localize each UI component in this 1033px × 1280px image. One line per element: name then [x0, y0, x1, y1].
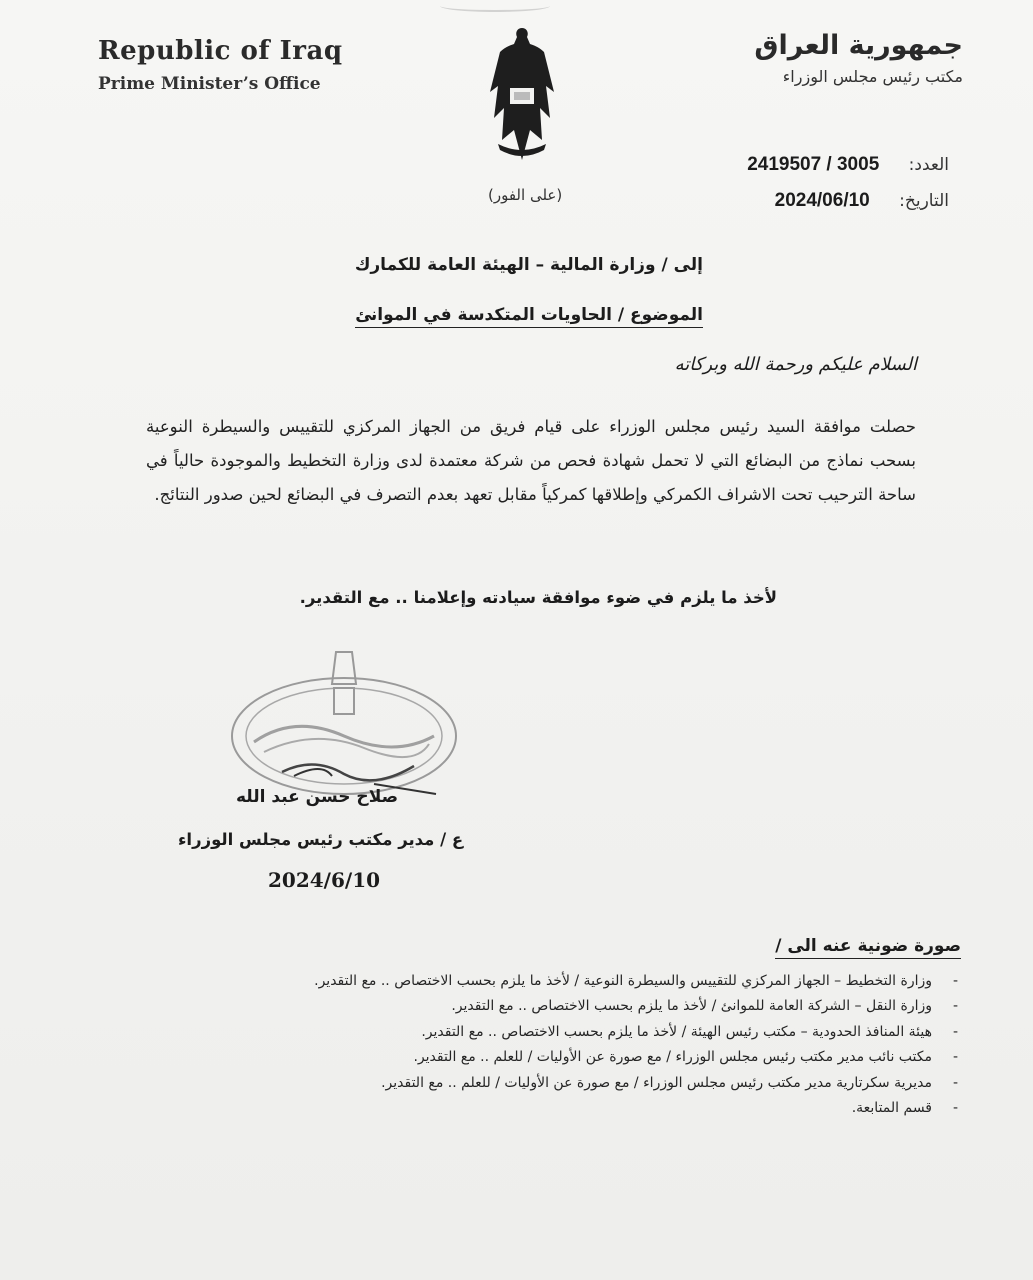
letter-date-value: 2024/06/10: [774, 190, 870, 211]
reference-number: [747, 154, 949, 176]
letter-date: [775, 190, 949, 212]
cc-item: - مديرية سكرتارية مدير مكتب رئيس مجلس الوزراء / مع صورة عن الأوليات / للعلم .. مع التقدير.: [200, 1072, 960, 1094]
cc-item: - وزارة التخطيط – الجهاز المركزي للتقييس والسيطرة النوعية / لأخذ ما يلزم بحسب الاختصاص .. مع التقدير.: [200, 970, 960, 992]
country-name-ar: جمهورية العراق: [754, 30, 963, 61]
top-edge-mark: [440, 0, 550, 12]
country-name-en: Republic of Iraq: [98, 36, 343, 66]
urgent-marker: (على الفور): [488, 186, 563, 204]
cc-heading: صورة ضونية عنه الى /: [775, 936, 961, 959]
reference-number-label: العدد:: [908, 155, 949, 175]
eagle-emblem-icon: [484, 22, 560, 162]
signatory-name: صلاح حسن عبد الله: [236, 787, 399, 807]
cc-item: - مكتب نائب مدير مكتب رئيس مجلس الوزراء / مع صورة عن الأوليات / للعلم .. مع التقدير.: [200, 1046, 960, 1068]
recipient-line: إلى / وزارة المالية – الهيئة العامة للكمارك: [354, 255, 703, 275]
cc-item: - وزارة النقل – الشركة العامة للموانئ / لأخذ ما يلزم بحسب الاختصاص .. مع التقدير.: [200, 995, 960, 1017]
signatory-title: ع / مدير مكتب رئيس مجلس الوزراء: [178, 830, 464, 849]
closing-line: لأخذ ما يلزم في ضوء موافقة سيادته وإعلامنا .. مع التقدير.: [299, 588, 777, 607]
greeting: السلام عليكم ورحمة الله وبركاته: [674, 354, 917, 375]
body-paragraph: حصلت موافقة السيد رئيس مجلس الوزراء على قيام فريق من الجهاز المركزي للتقييس والسيطرة النوعية بسحب نماذج من البضائع التي لا تحمل شهادة فحص من شركة معتمدة لدى وزارة التخطيط والموجودة حالياً في ساحة الترحيب تحت الاشراف الكمركي وإطلاقها كمركياً مقابل تعهد بعدم التصرف في البضائع لحين صدور النتائج.: [146, 417, 916, 504]
letter-date-label: التاريخ:: [899, 191, 949, 211]
cc-item: - هيئة المنافذ الحدودية – مكتب رئيس الهيئة / لأخذ ما يلزم بحسب الاختصاص .. مع التقدير.: [200, 1021, 960, 1043]
reference-number-value: 2419507 / 3005: [747, 154, 880, 175]
office-name-en: Prime Minister’s Office: [98, 74, 321, 94]
subject-line: الموضوع / الحاويات المتكدسة في الموانئ: [355, 305, 703, 328]
arabic-letterhead: [754, 30, 963, 86]
cc-list: [200, 970, 960, 1122]
english-letterhead: [98, 36, 343, 94]
signature-date: 2024/6/10: [268, 868, 381, 892]
cc-item: - قسم المتابعة.: [200, 1097, 960, 1119]
office-name-ar: مكتب رئيس مجلس الوزراء: [782, 67, 963, 86]
